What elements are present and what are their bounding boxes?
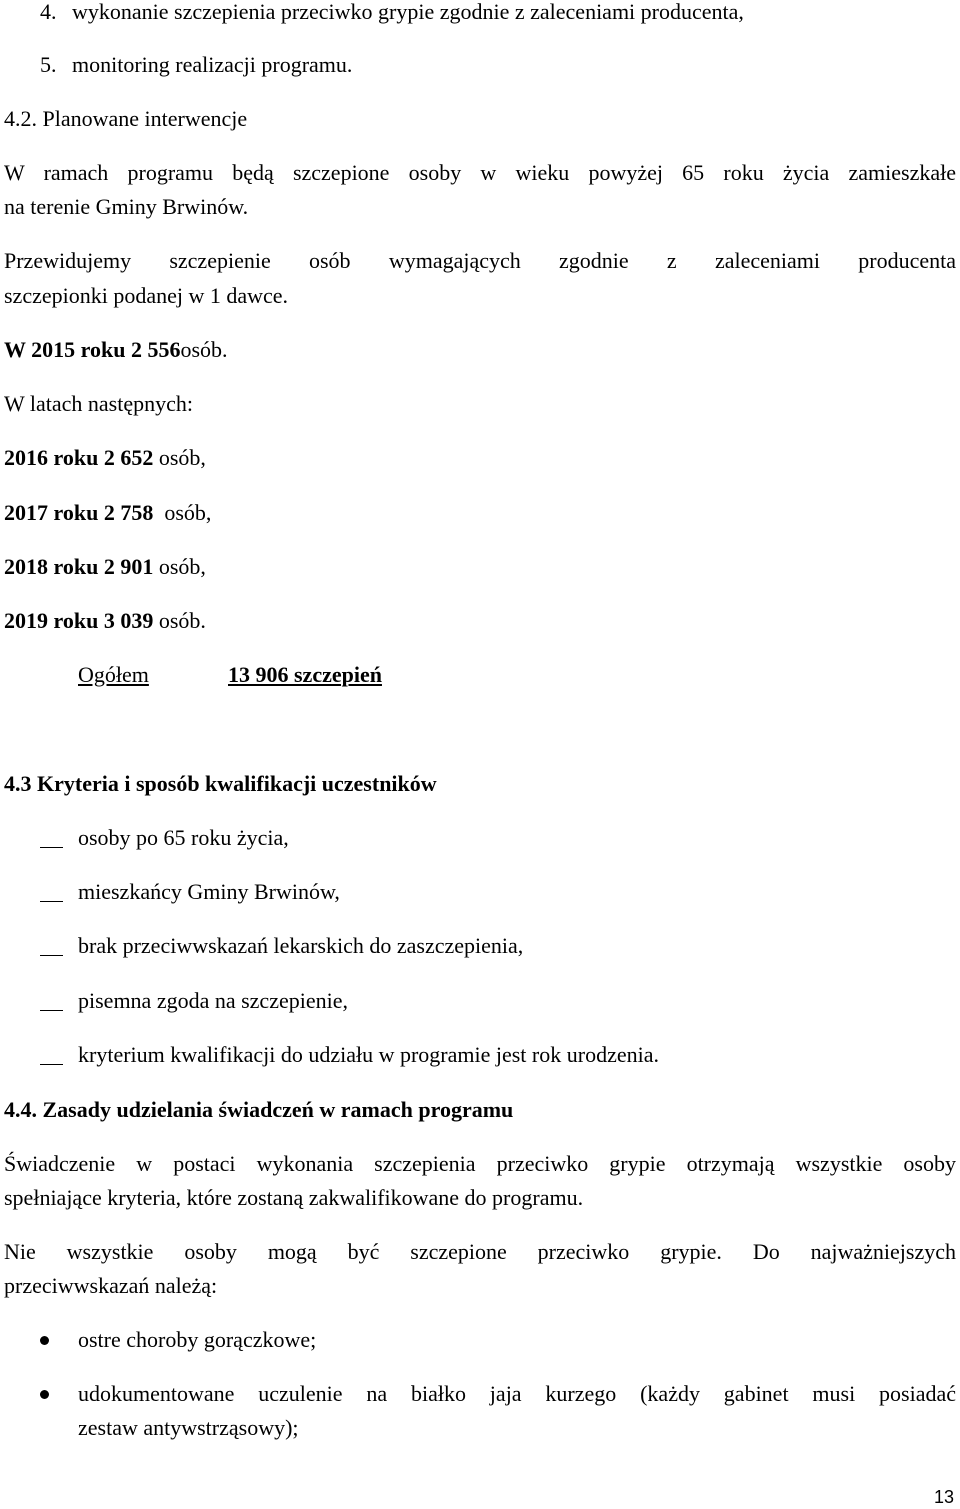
list-number: 5. — [40, 52, 57, 77]
list-text: wykonanie szczepienia przeciwko grypie zgodnie z zaleceniami producenta, — [72, 0, 744, 24]
contraindication-item: ostre choroby gorączkowe; — [78, 1327, 317, 1352]
section-heading-4-2: 4.2. Planowane interwencje — [4, 106, 248, 131]
bullet-dot — [40, 1390, 49, 1399]
list-item — [40, 52, 352, 78]
dash-bullet — [40, 847, 63, 848]
criteria-item: kryterium kwalifikacji do udziału w programie jest rok urodzenia. — [78, 1042, 659, 1067]
criteria-item: osoby po 65 roku życia, — [78, 825, 289, 850]
total-line — [78, 662, 382, 688]
criteria-item: pisemna zgoda na szczepienie, — [78, 988, 348, 1013]
section-heading-4-4 — [4, 1097, 513, 1123]
dash-bullet — [40, 1064, 63, 1065]
section-heading-4-3-text: 4.3 Kryteria i sposób kwalifikacji uczestników — [4, 771, 437, 796]
year-unit: osób, — [153, 554, 206, 579]
year-unit: osób. — [153, 608, 206, 633]
year-count: 2017 roku 2 758 — [4, 500, 154, 525]
dash-bullet — [40, 1010, 63, 1011]
year-line — [4, 500, 211, 526]
bullet-dot — [40, 1336, 49, 1345]
paragraph-line: przeciwwskazań należą: — [4, 1273, 218, 1298]
total-label: Ogółem — [78, 662, 149, 687]
year-count: 2016 roku 2 652 — [4, 445, 154, 470]
dash-bullet — [40, 955, 63, 956]
paragraph-line: spełniające kryteria, które zostaną zakwalifikowane do programu. — [4, 1185, 584, 1210]
paragraph-line: szczepionki podanej w 1 dawce. — [4, 283, 289, 308]
criteria-item: mieszkańcy Gminy Brwinów, — [78, 879, 340, 904]
year-2015-count: W 2015 roku 2 556 — [4, 337, 181, 362]
year-count: 2018 roku 2 901 — [4, 554, 154, 579]
year-line — [4, 445, 206, 471]
year-unit: osób, — [153, 445, 206, 470]
paragraph-line: Nie wszystkie osoby mogą być szczepione przeciwko grypie. Do najważniejszych — [4, 1239, 956, 1264]
list-number: 4. — [40, 0, 57, 24]
section-heading-4-4-text: 4.4. Zasady udzielania świadczeń w ramach programu — [4, 1097, 514, 1122]
total-unit: szczepień — [294, 662, 382, 687]
year-unit: osób, — [153, 500, 212, 525]
contraindication-item: udokumentowane uczulenie na białko jaja kurzego (każdy gabinet musi posiadać — [78, 1381, 956, 1406]
year-2015-line — [4, 337, 228, 363]
paragraph-line: Świadczenie w postaci wykonania szczepienia przeciwko grypie otrzymają wszystkie osoby — [4, 1151, 956, 1176]
dash-bullet — [40, 901, 63, 902]
page-number: 13 — [933, 1487, 954, 1507]
paragraph-line: Przewidujemy szczepienie osób wymagających zgodnie z zaleceniami producenta — [4, 248, 956, 273]
total-value: 13 906 — [228, 662, 289, 687]
year-2015-unit: osób. — [180, 337, 228, 362]
paragraph-line: na terenie Gminy Brwinów. — [4, 194, 249, 219]
section-heading-4-3 — [4, 771, 437, 797]
year-line — [4, 608, 206, 634]
year-line — [4, 554, 206, 580]
list-text: monitoring realizacji programu. — [72, 52, 353, 77]
paragraph-line: W ramach programu będą szczepione osoby w wieku powyżej 65 roku życia zamieszkałe — [4, 160, 956, 185]
next-years-intro: W latach następnych: — [4, 391, 193, 416]
contraindication-item-continued: zestaw antywstrząsowy); — [78, 1415, 299, 1440]
list-item — [40, 0, 744, 25]
criteria-item: brak przeciwwskazań lekarskich do zaszczepienia, — [78, 933, 524, 958]
year-count: 2019 roku 3 039 — [4, 608, 154, 633]
